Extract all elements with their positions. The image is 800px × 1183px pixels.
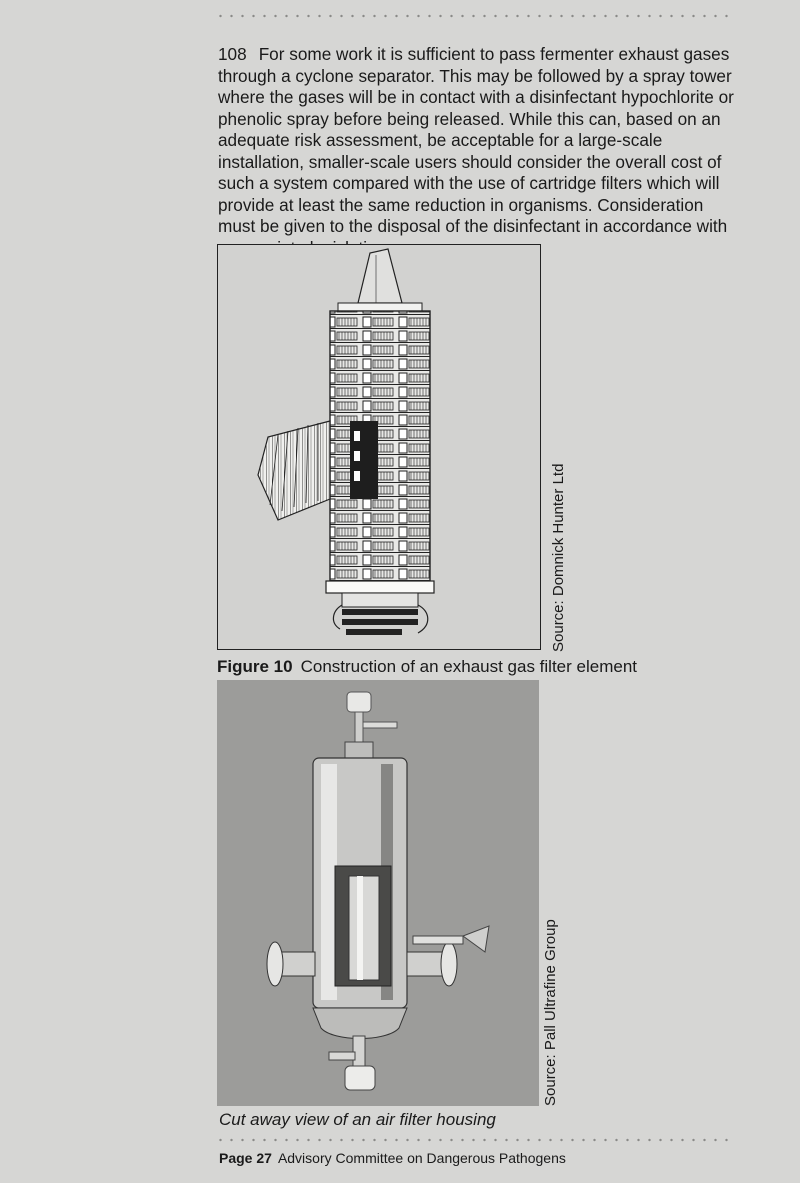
publisher-name: Advisory Committee on Dangerous Pathogens	[277, 1150, 566, 1166]
photo-source-credit: Source: Pall Ultrafine Group	[542, 919, 559, 1106]
page-number: Page 27	[219, 1150, 272, 1166]
paragraph-number: 108	[218, 44, 247, 64]
figure10-source-credit: Source: Domnick Hunter Ltd	[550, 463, 567, 652]
figure10-caption-text: Construction of an exhaust gas filter element	[300, 657, 637, 676]
filter-element-drawing	[218, 245, 540, 649]
page-footer	[219, 1150, 566, 1166]
bottom-dotted-rule	[215, 1138, 735, 1142]
figure10-label: Figure 10	[217, 657, 293, 676]
figure10-caption	[217, 657, 637, 677]
paragraph-108	[218, 44, 743, 259]
filter-element-illustration	[217, 244, 541, 650]
photo-caption: Cut away view of an air filter housing	[219, 1110, 496, 1129]
air-filter-housing-photo	[217, 680, 539, 1106]
filter-housing-drawing	[217, 680, 539, 1106]
paragraph-text: For some work it is sufficient to pass fermenter exhaust gases through a cyclone separator. This may be followed by a spray tower where the gases will be in contact with a disinfectant hypochlorite or phenolic spray before being released. While this can, based on an adequate risk assessment, be acceptable for a large-scale installation, smaller-scale users should consider the overall cost of such a system compared with the use of cartridge filters which will provide at least the same reduction in organisms. Consideration must be given to the disposal of the disinfectant in accordance with	[218, 44, 734, 236]
top-dotted-rule	[215, 14, 735, 18]
